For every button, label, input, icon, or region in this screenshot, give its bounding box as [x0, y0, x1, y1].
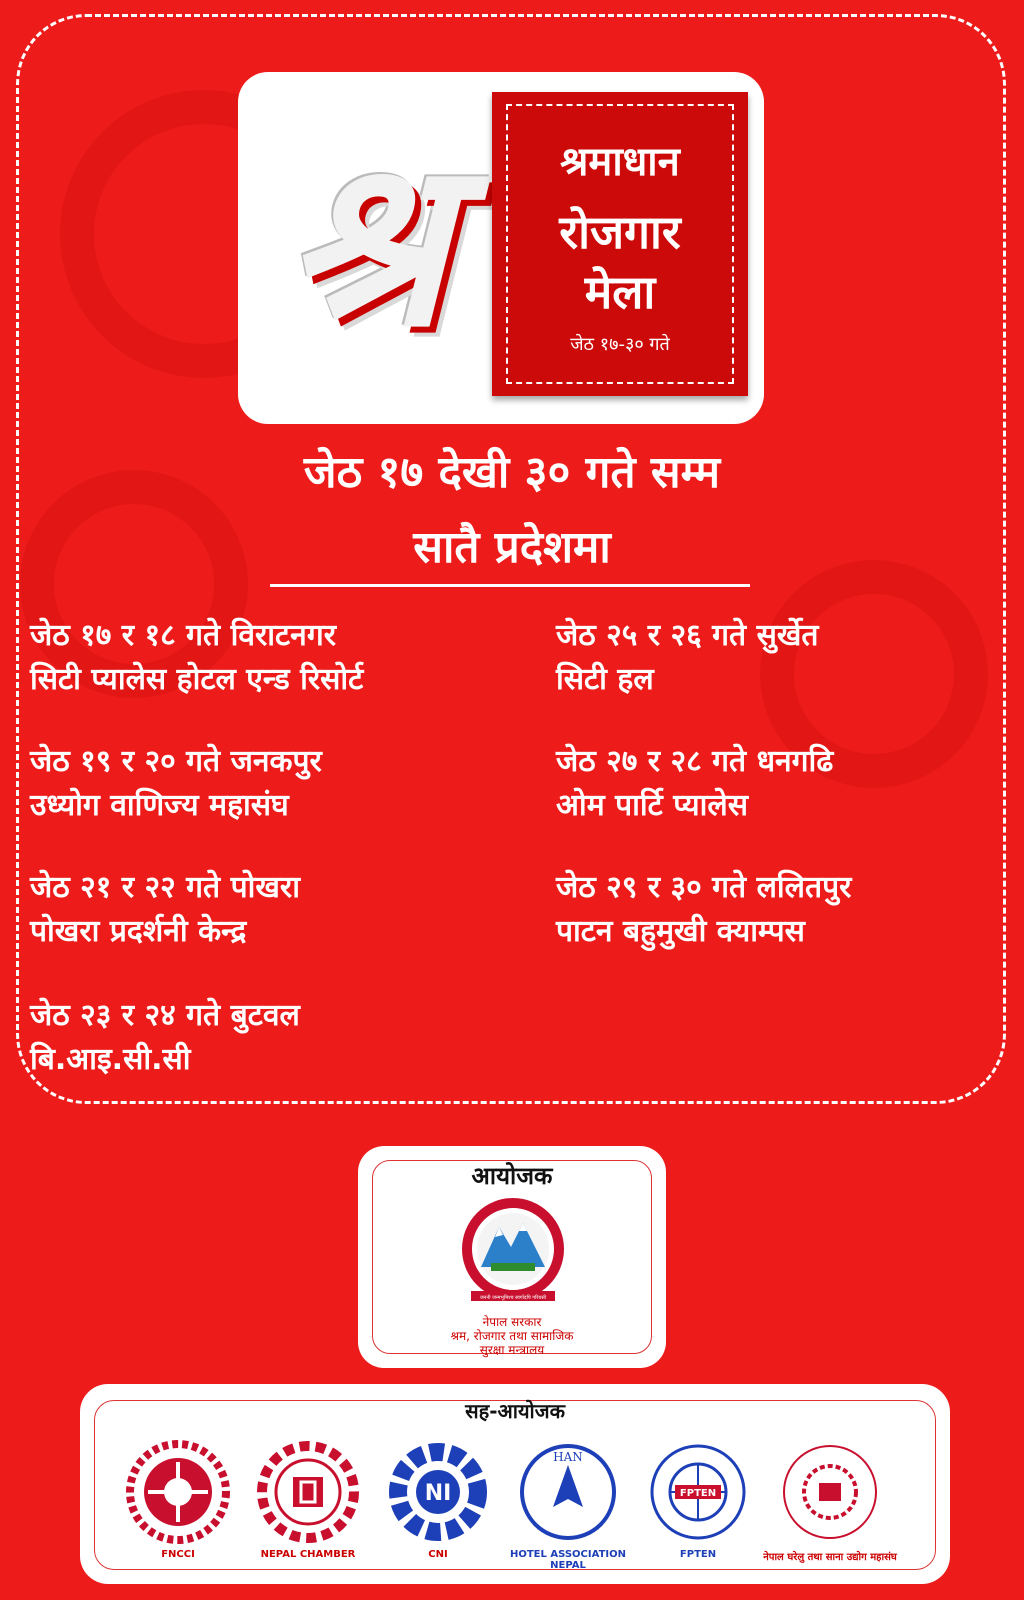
venue-date: जेठ २५ र २६ गते सुर्खेत: [556, 618, 819, 653]
co-organizer-card: [80, 1384, 950, 1584]
han-logo-icon: [513, 1437, 623, 1547]
logo-title-panel: [492, 92, 748, 396]
headline-divider: [270, 584, 750, 587]
emblem-motto: जननी जन्मभूमिश्च स्वर्गादपि गरियसी: [479, 1295, 547, 1301]
venue-date: जेठ २९ र ३० गते ललितपुर: [556, 870, 852, 905]
venue-date: जेठ १९ र २० गते जनकपुर: [30, 744, 322, 779]
svg-text:FPTEN: FPTEN: [679, 1488, 717, 1499]
logo-title-line2: रोजगार: [559, 205, 681, 259]
venue-item: [556, 614, 819, 702]
nepal-emblem-icon: [451, 1197, 575, 1307]
fncsi-logo-icon: [775, 1437, 885, 1547]
venue-place: बि.आइ.सी.सी: [30, 1042, 191, 1077]
ministry-line1: नेपाल सरकार: [482, 1315, 542, 1329]
nepal-chamber-logo-icon: [253, 1437, 363, 1547]
organizer-card-border: [372, 1160, 652, 1357]
co-organizer-card-border: [94, 1400, 936, 1570]
svg-text:NI: NI: [424, 1481, 452, 1506]
venue-place: पाटन बहुमुखी क्याम्पस: [556, 914, 805, 949]
partner-name: FPTEN: [679, 1549, 717, 1560]
partner-name: NEPAL CHAMBER: [260, 1549, 356, 1560]
venue-item: [30, 614, 363, 702]
svg-text:HAN: HAN: [553, 1450, 583, 1464]
organizer-label: आयोजक: [471, 1162, 553, 1190]
venue-place: ओम पार्टि प्यालेस: [556, 788, 749, 823]
venue-place: उध्योग वाणिज्य महासंघ: [30, 788, 289, 823]
partner-name: FNCCI: [161, 1549, 195, 1560]
venue-place: सिटी प्यालेस होटल एन्ड रिसोर्ट: [30, 662, 364, 697]
partner-name: CNI: [428, 1549, 448, 1560]
venue-item: [30, 994, 300, 1082]
venue-date: जेठ २१ र २२ गते पोखरा: [30, 870, 300, 905]
venue-place: सिटी हल: [556, 662, 654, 697]
venue-date: जेठ २७ र २८ गते धनगढि: [556, 744, 834, 779]
fncci-logo-icon: [123, 1437, 233, 1547]
event-logo-card: [238, 72, 764, 424]
venue-item: [30, 740, 322, 828]
logo-dates: जेठ १७-३० गते: [570, 334, 670, 355]
venue-item: [30, 866, 300, 954]
organizer-card: [358, 1146, 666, 1368]
ministry-line3: सुरक्षा मन्त्रालय: [479, 1343, 545, 1357]
partner-name: नेपाल घरेलु तथा साना उद्योग महासंघ: [763, 1552, 897, 1563]
co-organizer-label: सह-आयोजक: [465, 1399, 565, 1423]
fpten-logo-icon: [643, 1437, 753, 1547]
shram-logo-glyph: श्र: [284, 108, 448, 378]
partner-name: HOTEL ASSOCIATION NEPAL: [509, 1549, 626, 1571]
venue-item: [556, 740, 833, 828]
ministry-line2: श्रम, रोजगार तथा सामाजिक: [450, 1329, 574, 1343]
venue-date: जेठ २३ र २४ गते बुटवल: [30, 998, 300, 1033]
venue-place: पोखरा प्रदर्शनी केन्द्र: [30, 914, 247, 949]
logo-title-line3: मेला: [584, 265, 656, 319]
venue-item: [556, 866, 851, 954]
logo-title-line1: श्रमाधान: [560, 139, 680, 185]
venue-date: जेठ १७ र १८ गते विराटनगर: [30, 618, 336, 653]
cni-logo-icon: [383, 1437, 493, 1547]
headline-line2: सातै प्रदेशमा: [413, 522, 611, 573]
headline-line1: जेठ १७ देखी ३० गते सम्म: [303, 447, 721, 498]
